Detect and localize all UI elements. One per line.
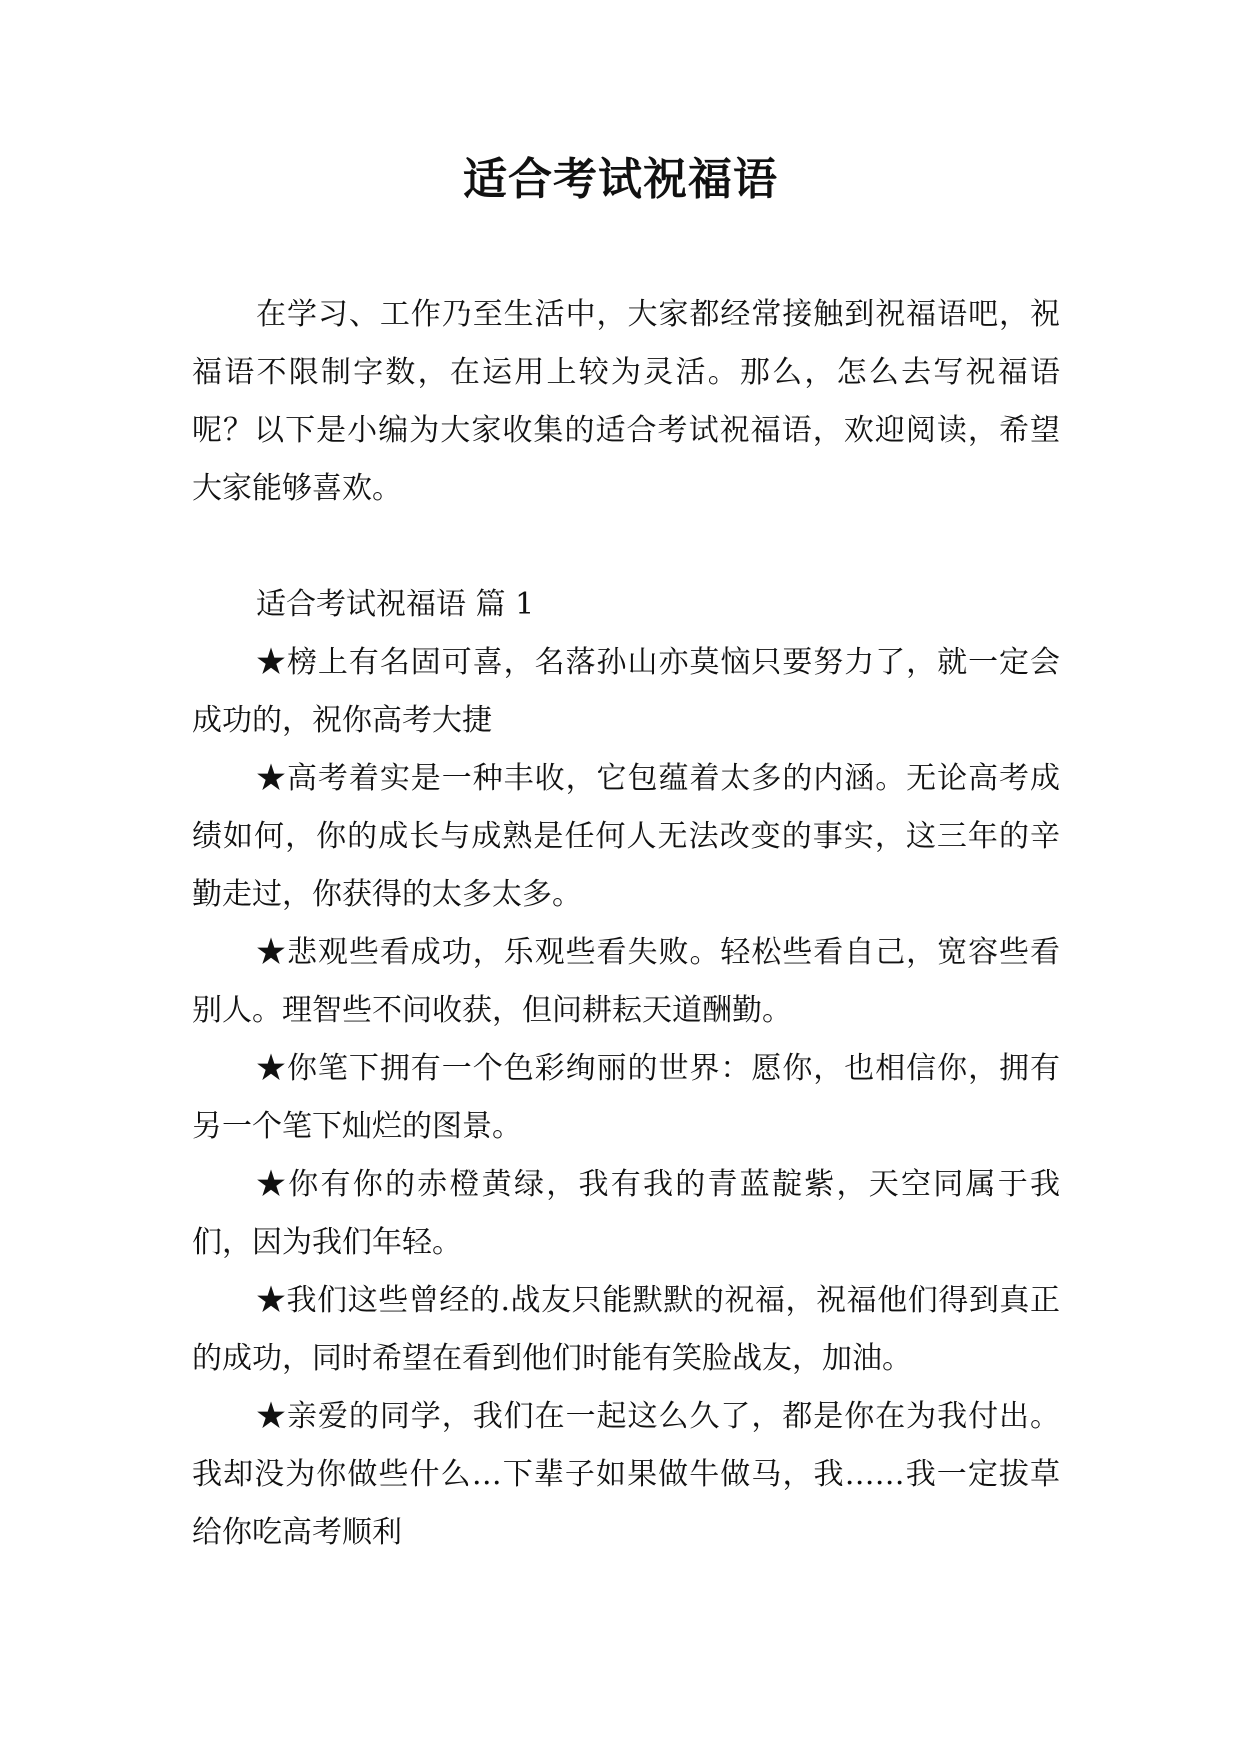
blessing-item-4: ★你笔下拥有一个色彩绚丽的世界：愿你，也相信你，拥有另一个笔下灿烂的图景。 [192,1051,1060,1144]
blessing-item-3: ★悲观些看成功，乐观些看失败。轻松些看自己，宽容些看别人。理智些不问收获，但问耕耘天道酬勤。 [192,935,1060,1028]
blessing-item-7: ★亲爱的同学，我们在一起这么久了，都是你在为我付出。我却没为你做些什么…下辈子如果做牛做马，我……我一定拔草给你吃高考顺利 [192,1399,1060,1550]
intro-paragraph: 在学习、工作乃至生活中，大家都经常接触到祝福语吧，祝福语不限制字数，在运用上较为灵活。那么，怎么去写祝福语呢？以下是小编为大家收集的适合考试祝福语，欢迎阅读，希望大家能够喜欢。 [192,297,1060,506]
section-heading: 适合考试祝福语 篇 1 [256,587,535,622]
document-body [192,286,1060,1562]
page-title: 适合考试祝福语 [463,154,778,205]
blessing-item-6: ★我们这些曾经的.战友只能默默的祝福，祝福他们得到真正的成功，同时希望在看到他们时能有笑脸战友，加油。 [192,1283,1060,1376]
blessing-item-1: ★榜上有名固可喜，名落孙山亦莫恼只要努力了，就一定会成功的，祝你高考大捷 [192,645,1060,738]
blessing-item-5: ★你有你的赤橙黄绿，我有我的青蓝靛紫，天空同属于我们，因为我们年轻。 [192,1167,1060,1260]
blessing-item-2: ★高考着实是一种丰收，它包蕴着太多的内涵。无论高考成绩如何，你的成长与成熟是任何人无法改变的事实，这三年的辛勤走过，你获得的太多太多。 [192,761,1060,912]
